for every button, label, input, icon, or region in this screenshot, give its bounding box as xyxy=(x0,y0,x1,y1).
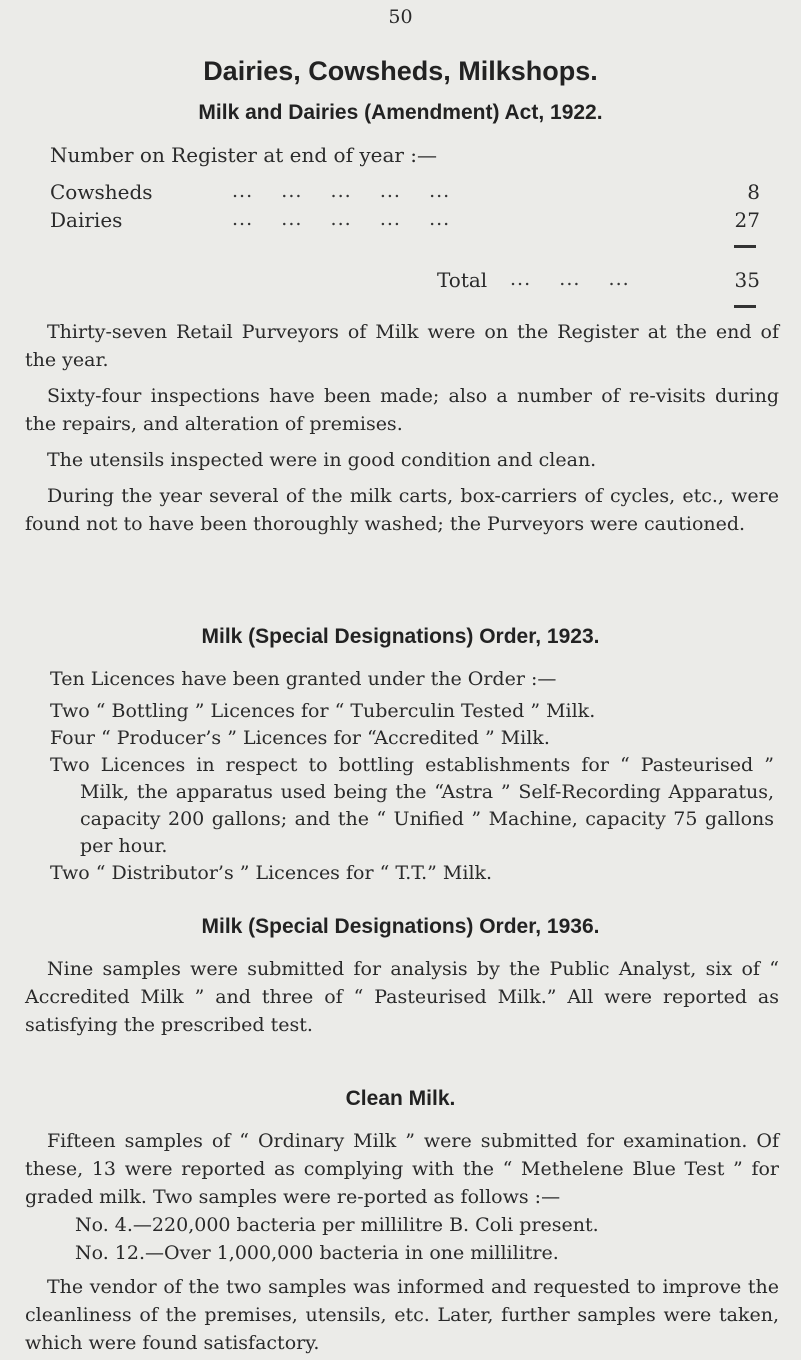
body-text-block xyxy=(25,318,779,538)
leader-dots: ... ... ... ... ... xyxy=(232,180,451,202)
vendor-paragraph: The vendor of the two samples was informed and requested to improve the cleanliness of the premises, utensils, etc. Later, further samples were taken, which were found satisfactory. xyxy=(25,1276,779,1354)
samples-paragraph: Nine samples were submitted for analysis by the Public Analyst, six of “ Accredited Milk ” and three of “ Pasteurised Milk.” All were reported as satisfying the prescribed test. xyxy=(25,958,779,1036)
licences-intro: Ten Licences have been granted under the Order :— xyxy=(50,668,557,690)
licence-item: Four “ Producer’s ” Licences for “Accredited ” Milk. xyxy=(50,727,550,749)
utensils-paragraph: The utensils inspected were in good condition and clean. xyxy=(47,449,597,471)
order-1936-heading: Milk (Special Designations) Order, 1936. xyxy=(201,915,600,938)
leader-dots: ... ... ... xyxy=(510,268,630,290)
cowsheds-value: 8 xyxy=(747,180,760,204)
licence-item: Two Licences in respect to bottling establishments for “ Pasteurised ” Milk, the apparatus used being the “Astra ” Self-Recording Apparatus, capacity 200 gallons; and the “ Unified ” Machine, capacity 75 gallons per hour. xyxy=(50,754,774,857)
leader-dots: ... ... ... ... ... xyxy=(232,208,451,230)
order-1923-heading: Milk (Special Designations) Order, 1923. xyxy=(201,625,600,648)
result-item: No. 12.—Over 1,000,000 bacteria in one millilitre. xyxy=(75,1242,559,1264)
sum-rule xyxy=(734,245,756,248)
licence-item: Two “ Bottling ” Licences for “ Tuberculin Tested ” Milk. xyxy=(50,700,596,722)
carts-paragraph: During the year several of the milk carts, box-carriers of cycles, etc., were found not to have been thoroughly washed; the Purveyors were cautioned. xyxy=(25,485,779,535)
dairies-label: Dairies xyxy=(50,208,123,232)
samples-block xyxy=(25,955,779,1039)
dairies-value: 27 xyxy=(734,208,760,232)
total-label: Total xyxy=(437,268,488,292)
purveyors-paragraph: Thirty-seven Retail Purveyors of Milk were on the Register at the end of the year. xyxy=(25,321,779,371)
licences-list xyxy=(50,698,774,887)
ordinary-milk-paragraph: Fifteen samples of “ Ordinary Milk ” were submitted for examination. Of these, 13 were reported as complying with the “ Methelene Blue Test ” for graded milk. Two samples were re-ported as follows :— xyxy=(25,1130,779,1208)
clean-milk-block xyxy=(25,1127,779,1357)
result-item: No. 4.—220,000 bacteria per millilitre B. Coli present. xyxy=(75,1214,599,1236)
total-value: 35 xyxy=(734,268,760,292)
register-intro: Number on Register at end of year :— xyxy=(50,143,438,167)
page-number: 50 xyxy=(388,6,413,28)
act-heading: Milk and Dairies (Amendment) Act, 1922. xyxy=(198,101,603,124)
cowsheds-label: Cowsheds xyxy=(50,180,153,204)
licence-item: Two “ Distributor’s ” Licences for “ T.T.” Milk. xyxy=(50,862,493,884)
clean-milk-heading: Clean Milk. xyxy=(345,1087,456,1110)
total-rule xyxy=(734,305,756,308)
section-title: Dairies, Cowsheds, Milkshops. xyxy=(203,56,598,86)
inspections-paragraph: Sixty-four inspections have been made; also a number of re-visits during the repairs, and alteration of premises. xyxy=(25,385,779,435)
